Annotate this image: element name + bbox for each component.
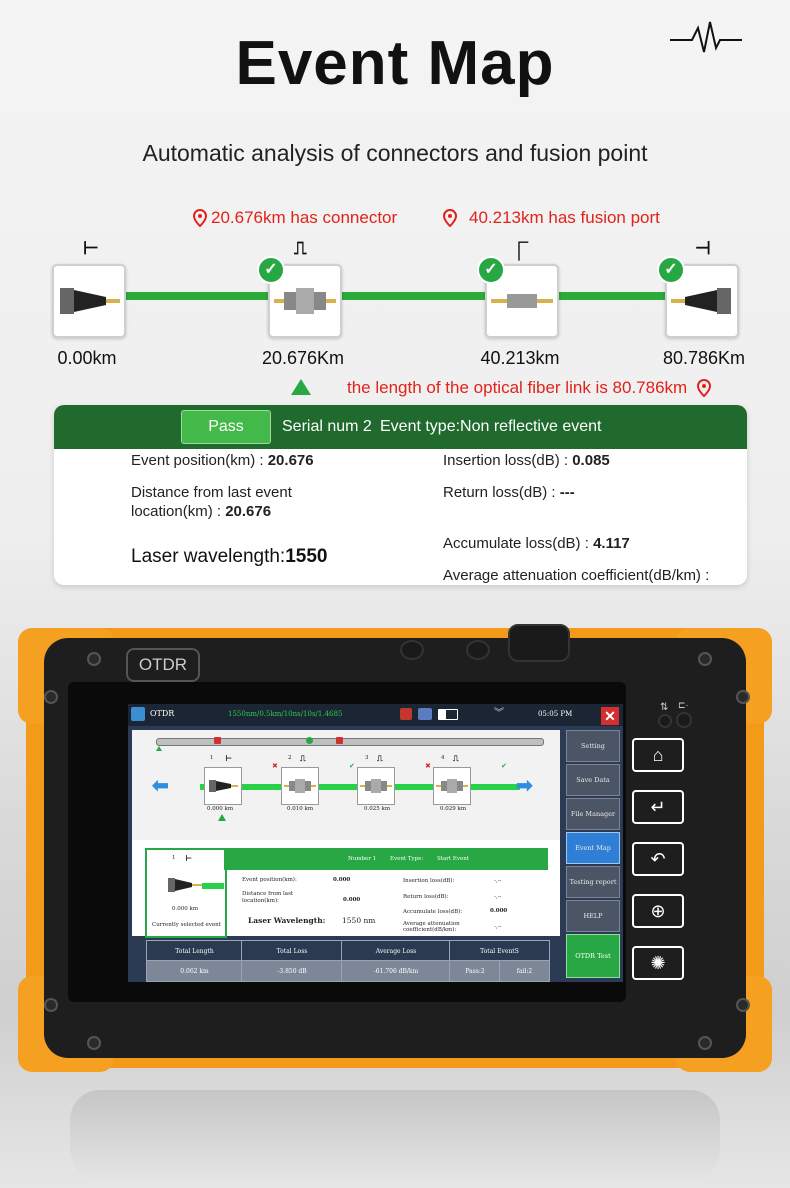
fiber-line [90, 292, 700, 300]
back-button[interactable] [632, 842, 684, 876]
summary-header: Average Loss [341, 940, 451, 962]
node-km-label: 0.00km [57, 348, 117, 368]
brand-label: OTDR [126, 648, 200, 682]
back-icon: ↶ [650, 849, 666, 869]
detail-distance-value: 0.000 [343, 897, 361, 903]
event-type: Event type:Non reflective event [380, 418, 602, 435]
enter-button[interactable] [632, 790, 684, 824]
summary-value: 0.062 km [146, 960, 243, 982]
screw [87, 1036, 101, 1050]
flange-connector-icon [282, 768, 318, 804]
screw [698, 1036, 712, 1050]
mini-event-km: 0.029 km [440, 806, 467, 812]
insertion-label: Insertion loss(dB) : [443, 452, 573, 469]
distance-label-2: location(km) : [131, 503, 226, 520]
mini-event-4[interactable] [433, 767, 471, 805]
detail-event-position-value: 0.000 [333, 877, 351, 883]
menu-save-data[interactable]: Save Data [566, 764, 620, 796]
mini-event-km: 0.010 km [287, 806, 314, 812]
home-button[interactable] [632, 738, 684, 772]
fail-icon: ✖ [425, 763, 431, 770]
summary-fail-count: fail:2 [499, 960, 550, 982]
check-icon: ✓ [257, 256, 285, 284]
accumulate-value: 4.117 [593, 535, 630, 552]
event-position [131, 451, 314, 470]
event-info-header [54, 405, 747, 449]
laser-value: 1550 [285, 546, 328, 567]
mini-fiber-stub [202, 883, 224, 889]
return-value: --- [559, 484, 575, 501]
mini-event-symbol: ⎍ [377, 753, 383, 763]
location-pin-icon [443, 209, 457, 227]
mini-event-num: 2 [288, 755, 292, 761]
mini-event-num: 3 [365, 755, 369, 761]
mini-event-symbol: ⊢ [225, 753, 233, 763]
node-km-label: 20.676Km [261, 348, 345, 368]
summary-value: -3.850 dB [241, 960, 343, 982]
attenuation-coefficient: Average attenuation coefficient(dB/km) : [443, 567, 710, 584]
reflective-symbol: ⎍ [294, 238, 307, 258]
connector-icon [166, 868, 202, 902]
node-km-label: 80.786Km [662, 348, 746, 368]
connector-icon [54, 266, 124, 336]
menu-help[interactable]: HELP [566, 900, 620, 932]
sort-icon: ⇅ [660, 702, 669, 713]
current-event-num: 1 [172, 855, 176, 861]
detail-header [224, 848, 548, 870]
fail-icon: ✖ [272, 763, 278, 770]
detail-accumulate-label: Accumulate loss(dB): [403, 909, 463, 915]
mini-event-num: 4 [441, 755, 445, 761]
flange-connector-icon [434, 768, 470, 804]
event-marker [306, 737, 313, 744]
app-name: OTDR [150, 709, 175, 718]
screw [87, 652, 101, 666]
accumulate-loss [443, 534, 630, 553]
mini-event-symbol: ⎍ [453, 753, 459, 763]
detail-insertion-value: -,-- [494, 878, 502, 884]
mini-event-3[interactable] [357, 767, 395, 805]
zoom-button[interactable] [632, 894, 684, 928]
event-info-card [54, 405, 747, 585]
port-knob[interactable] [466, 640, 490, 660]
mini-event-1[interactable] [204, 767, 242, 805]
detail-return-label: Return loss(dB): [403, 894, 449, 900]
screw [698, 652, 712, 666]
arrow-left-icon[interactable]: ⬅ [152, 775, 169, 797]
zoom-icon: ⊕ [650, 901, 666, 921]
port-knob[interactable] [400, 640, 424, 660]
close-icon[interactable]: ✕ [601, 707, 619, 725]
detail-laser-label: Laser Wavelength: [248, 916, 326, 925]
detail-return-value: -,-- [494, 894, 502, 900]
detail-event-position-label: Event position(km): [242, 877, 297, 883]
screw [44, 690, 58, 704]
return-loss [443, 483, 575, 502]
light-icon: ✺ [650, 953, 666, 973]
chevron-down-icon[interactable]: ︾ [494, 708, 504, 719]
start-symbol: ⊢ [83, 238, 99, 258]
test-params: 1550nm/0.5km/10ns/10s/1.4685 [228, 710, 343, 718]
summary-header: Total Length [146, 940, 243, 962]
menu-setting[interactable]: Setting [566, 730, 620, 762]
event-position-value: 20.676 [267, 452, 314, 469]
mini-event-symbol: ⎍ [300, 753, 306, 763]
distance-value: 20.676 [225, 503, 272, 520]
detail-insertion-label: Insertion loss(dB): [403, 878, 455, 884]
current-event-caption: Currently selected event [152, 922, 221, 928]
menu-otdr-test[interactable]: OTDR Test [566, 934, 620, 978]
screw [736, 998, 750, 1012]
summary-header: Total Loss [241, 940, 343, 962]
event-position-label: Event position(km) : [131, 452, 268, 469]
arrow-right-icon[interactable]: ➡ [516, 775, 533, 797]
laser-label: Laser wavelength: [131, 546, 286, 567]
page-subtitle: Automatic analysis of connectors and fusion point [142, 140, 648, 166]
detail-laser-value: 1550 nm [342, 916, 376, 925]
light-button[interactable] [632, 946, 684, 980]
pass-icon: ✔ [501, 763, 507, 770]
check-icon: ✓ [477, 256, 505, 284]
connector-start-node [52, 264, 126, 338]
pass-button[interactable]: Pass [181, 410, 271, 444]
home-icon: ⌂ [652, 745, 664, 765]
return-label: Return loss(dB) : [443, 484, 560, 501]
link-length-text: the length of the optical fiber link is 80.786km [347, 378, 688, 397]
charge-icon: ⊏· [678, 700, 689, 710]
pulse-waveform-icon [670, 18, 742, 58]
fusion-note [443, 208, 660, 228]
menu-file-manager[interactable]: File Manager [566, 798, 620, 830]
link-length-note [347, 378, 711, 398]
connector-icon [205, 768, 241, 804]
detail-distance-label: Distance from last location(km): [242, 891, 294, 904]
detail-number: Number 1 [348, 856, 377, 862]
insertion-loss [443, 451, 610, 470]
position-marker [156, 746, 162, 751]
distance-from-last [131, 483, 292, 521]
connector-note [193, 208, 397, 228]
enter-icon: ↵ [650, 797, 666, 817]
screw [736, 690, 750, 704]
detail-accumulate-value: 0.000 [490, 908, 508, 914]
battery-icon [438, 709, 458, 720]
marker-triangle-icon [290, 378, 312, 396]
summary-pass-count: Pass:2 [449, 960, 501, 982]
device-reflection [70, 1090, 720, 1180]
serial-number: Serial num 2 [282, 418, 372, 435]
mini-event-km: 0.025 km [364, 806, 391, 812]
selected-marker [218, 814, 226, 821]
accumulate-label: Accumulate loss(dB) : [443, 535, 594, 552]
summary-header: Total EventS [449, 940, 550, 962]
menu-event-map[interactable]: Event Map [566, 832, 620, 864]
menu-testing-report[interactable]: Testing report [566, 866, 620, 898]
fusion-symbol: ⎾ [510, 242, 528, 262]
usb-icon [418, 708, 432, 720]
indicator-led [658, 714, 672, 728]
pass-icon: ✔ [349, 763, 355, 770]
connector-note-text: 20.676km has connector [211, 208, 398, 227]
detail-type-value: Start Event [437, 856, 469, 862]
distance-label: Distance from last event [131, 484, 292, 501]
current-event-km: 0.000 km [172, 906, 199, 912]
detail-attenuation-value: -,-- [494, 924, 502, 930]
check-icon: ✓ [657, 256, 685, 284]
alert-icon [400, 708, 412, 720]
event-marker [214, 737, 221, 744]
fusion-note-text: 40.213km has fusion port [469, 208, 660, 227]
mini-event-num: 1 [210, 755, 214, 761]
clock: 05:05 PM [538, 710, 573, 718]
location-pin-icon [697, 379, 711, 397]
app-logo-icon [131, 707, 145, 721]
current-event-symbol: ⊢ [185, 853, 193, 863]
node-km-label: 40.213km [480, 348, 560, 368]
detail-type-label: Event Type: [390, 856, 424, 862]
optical-port[interactable] [508, 624, 570, 662]
screw [44, 998, 58, 1012]
indicator-led [676, 712, 692, 728]
summary-value: -61.706 dB/km [341, 960, 451, 982]
event-marker [336, 737, 343, 744]
end-symbol: ⊣ [695, 238, 711, 258]
location-pin-icon [193, 209, 207, 227]
mini-event-2[interactable] [281, 767, 319, 805]
mini-event-km: 0.000 km [207, 806, 234, 812]
detail-attenuation-label: Average attenuation coefficient(dB/km): [403, 921, 460, 933]
laser-wavelength [131, 546, 328, 568]
insertion-value: 0.085 [572, 452, 610, 469]
flange-connector-icon [358, 768, 394, 804]
page-title: Event Map [235, 29, 555, 98]
